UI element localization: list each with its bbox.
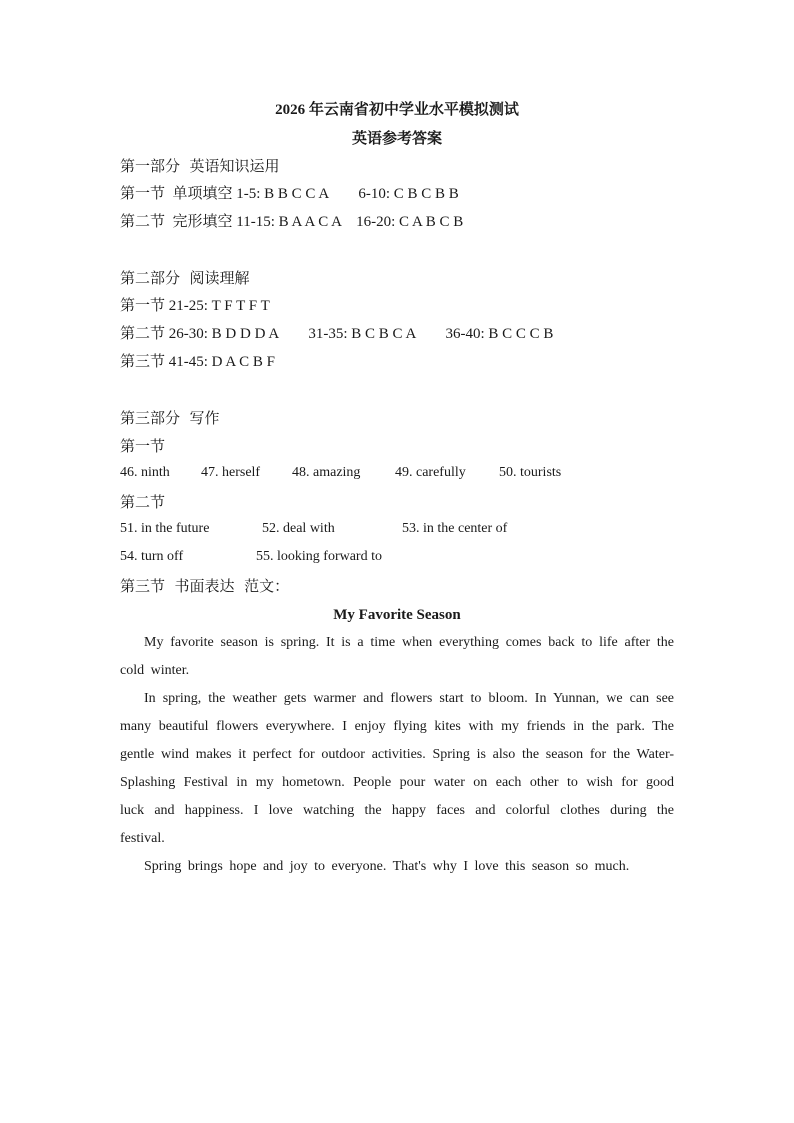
answer-48: 48. amazing bbox=[292, 465, 361, 480]
essay-paragraph-2: In spring, the weather gets warmer and flowers start to bloom. In Yunnan, we can see many beautiful flowers everywhere. I enjoy flying kites with my friends in the park. The gentle wind makes it perfect for outdoor activities. Spring is also the season for the Water-Splashing Festival in my hometown. People pour water on each other to wish for good luck and happiness. I love watching the happy faces and colorful clothes during the festival. bbox=[120, 691, 674, 846]
page-subtitle: 英语参考答案 bbox=[351, 129, 442, 147]
part2-section3: 第三节 41-45: D A C B F bbox=[120, 354, 276, 370]
answer-54: 54. turn off bbox=[120, 549, 184, 564]
answer-49: 49. carefully bbox=[395, 465, 466, 480]
part2-heading: 第二部分 阅读理解 bbox=[120, 269, 250, 287]
essay-paragraph-1: My favorite season is spring. It is a time when everything comes back to life after the cold winter. bbox=[120, 635, 674, 678]
answer-46: 46. ninth bbox=[120, 465, 170, 480]
answer-47: 47. herself bbox=[201, 465, 261, 480]
part1-heading: 第一部分 英语知识运用 bbox=[120, 157, 280, 175]
part3-section1-label: 第一节 bbox=[120, 437, 166, 455]
essay-title: My Favorite Season bbox=[333, 607, 461, 623]
answer-53: 53. in the center of bbox=[402, 521, 508, 536]
part3-heading: 第三部分 写作 bbox=[120, 409, 220, 427]
page-title: 2026 年云南省初中学业水平模拟测试 bbox=[275, 102, 519, 118]
answer-52: 52. deal with bbox=[262, 521, 335, 536]
answer-51: 51. in the future bbox=[120, 521, 210, 536]
answer-50: 50. tourists bbox=[499, 465, 562, 480]
answer-55: 55. looking forward to bbox=[256, 549, 382, 564]
part2-section2: 第二节 26-30: B D D D A 31-35: B C B C A 36-40: B C C C B bbox=[120, 326, 554, 342]
part3-section3-label: 第三节 书面表达 范文： bbox=[120, 577, 290, 595]
part2-section1: 第一节 21-25: T F T F T bbox=[120, 298, 270, 314]
essay-paragraph-3: Spring brings hope and joy to everyone. That's why I love this season so much. bbox=[144, 859, 630, 874]
part1-section2: 第二节 完形填空 11-15: B A A C A 16-20: C A B C B bbox=[120, 214, 464, 230]
part3-section2-label: 第二节 bbox=[120, 493, 166, 511]
part1-section1: 第一节 单项填空 1-5: B B C C A 6-10: C B C B B bbox=[120, 186, 459, 202]
